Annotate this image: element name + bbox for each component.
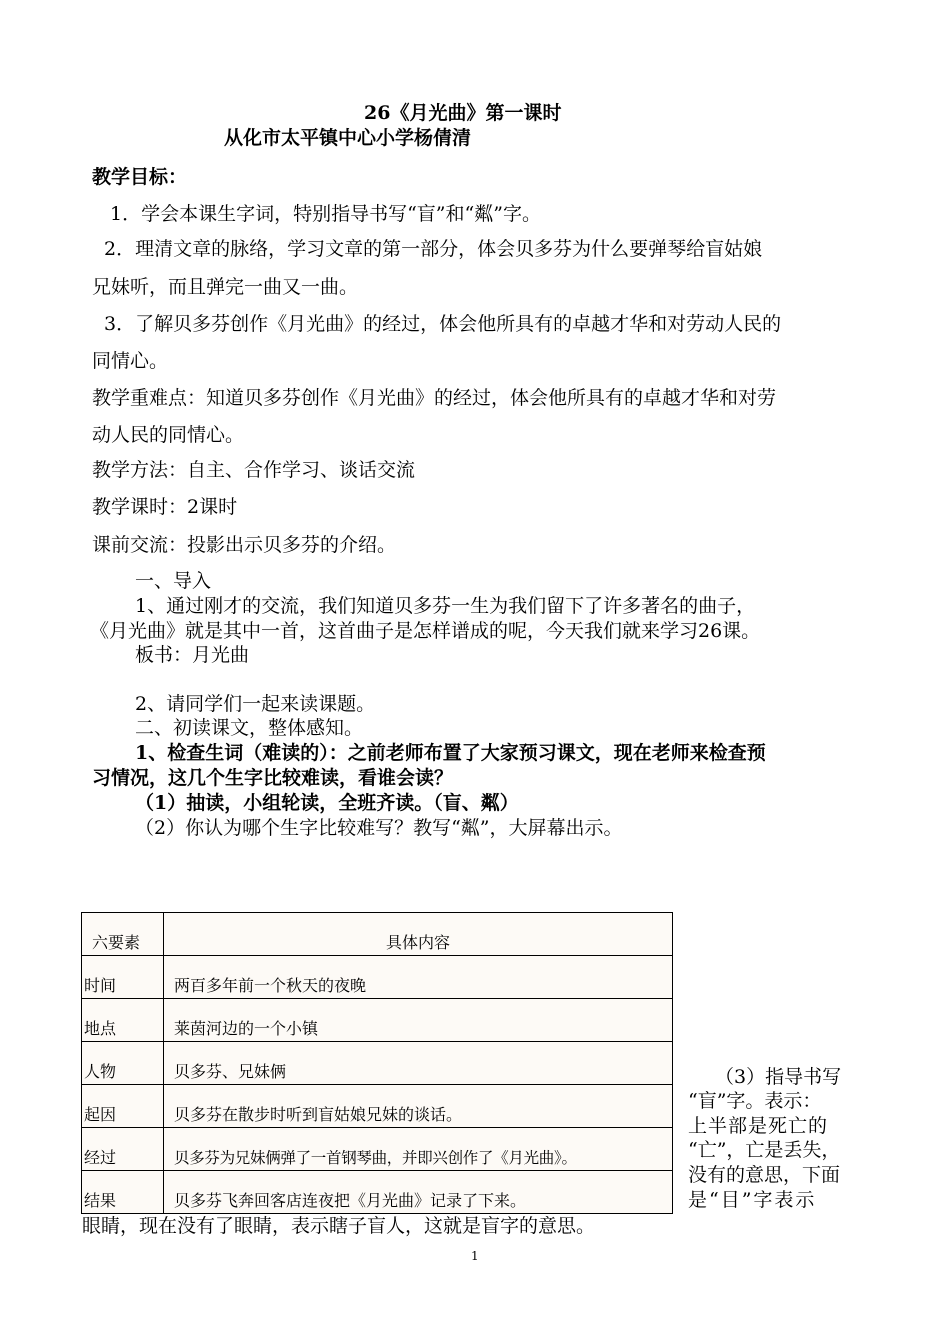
section-2-sub-2: （2）你认为哪个生字比较难写？教写“粼”，大屏幕出示。 [135, 817, 623, 839]
section-1-board: 板书：月光曲 [135, 644, 250, 666]
table-row [82, 1042, 673, 1085]
table-row [82, 1085, 673, 1128]
table-cell-key: 人物 [82, 1042, 164, 1085]
side-text-line-4: “亡”，亡是丢失， [688, 1139, 841, 1161]
side-text-line-1: （3）指导书写 [715, 1066, 842, 1088]
side-text-line-2: “盲”字。表示： [688, 1090, 822, 1112]
table-cell-value: 贝多芬飞奔回客店连夜把《月光曲》记录了下来。 [164, 1171, 673, 1214]
section-2-heading: 二、初读课文，整体感知。 [135, 717, 364, 739]
table-header-row [82, 913, 673, 956]
pre-class-exchange: 课前交流：投影出示贝多芬的介绍。 [92, 534, 397, 556]
table-cell-value: 贝多芬、兄妹俩 [164, 1042, 673, 1085]
table-row [82, 999, 673, 1042]
goal-1: 1．学会本课生字词，特别指导书写“盲”和“粼”字。 [110, 203, 541, 225]
table-cell-value: 莱茵河边的一个小镇 [164, 999, 673, 1042]
side-text-line-5: 没有的意思，下面 [688, 1164, 841, 1186]
goals-heading: 教学目标： [92, 166, 188, 188]
table-row [82, 1128, 673, 1171]
page-number: 1 [471, 1249, 479, 1263]
table-cell-key: 结果 [82, 1171, 164, 1214]
teaching-hours: 教学课时：2课时 [92, 496, 238, 518]
goal-2-line-2: 兄妹听，而且弹完一曲又一曲。 [92, 276, 359, 298]
after-table-line: 眼睛，现在没有了眼睛，表示瞎子盲人，这就是盲字的意思。 [82, 1215, 596, 1237]
table-header-cell: 六要素 [82, 913, 164, 956]
author-line: 从化市太平镇中心小学杨倩清 [224, 127, 472, 149]
section-2-para-1-line-1: 1、检查生词（难读的）：之前老师布置了大家预习课文，现在老师来检查预 [135, 742, 766, 764]
lesson-title: 26《月光曲》第一课时 [364, 102, 562, 124]
table-cell-value: 两百多年前一个秋天的夜晚 [164, 956, 673, 999]
goal-3-line-2: 同情心。 [92, 350, 169, 372]
section-1-heading: 一、导入 [135, 570, 212, 592]
section-2-para-1-line-2: 习情况，这几个生字比较难读，看谁会读？ [92, 767, 454, 789]
side-text-line-3: 上半部是死亡的 [688, 1115, 829, 1137]
key-points-line-1: 教学重难点：知道贝多芬创作《月光曲》的经过，体会他所具有的卓越才华和对劳 [92, 387, 777, 409]
table-cell-key: 地点 [82, 999, 164, 1042]
table-header-cell: 具体内容 [164, 913, 673, 956]
table-cell-value: 贝多芬为兄妹俩弹了一首钢琴曲，并即兴创作了《月光曲》。 [164, 1128, 673, 1171]
table-row [82, 1171, 673, 1214]
table-cell-key: 起因 [82, 1085, 164, 1128]
side-text-line-6: 是“目”字表示 [688, 1189, 817, 1211]
section-1-para-1-line-1: 1、通过刚才的交流，我们知道贝多芬一生为我们留下了许多著名的曲子， [135, 595, 756, 617]
table-cell-key: 经过 [82, 1128, 164, 1171]
table-cell-key: 时间 [82, 956, 164, 999]
six-elements-table [81, 912, 673, 1214]
section-1-para-1-line-2: 《月光曲》就是其中一首，这首曲子是怎样谱成的呢，今天我们就来学习26课。 [90, 620, 761, 642]
section-2-sub-1: （1）抽读，小组轮读，全班齐读。（盲、粼） [135, 792, 519, 814]
section-1-para-2: 2、请同学们一起来读课题。 [135, 693, 376, 715]
goal-3-line-1: 3．了解贝多芬创作《月光曲》的经过，体会他所具有的卓越才华和对劳动人民的 [104, 313, 782, 335]
goal-2-line-1: 2．理清文章的脉络，学习文章的第一部分，体会贝多芬为什么要弹琴给盲姑娘 [104, 238, 763, 260]
teaching-method: 教学方法：自主、合作学习、谈话交流 [92, 459, 416, 481]
table-row [82, 956, 673, 999]
table-cell-value: 贝多芬在散步时听到盲姑娘兄妹的谈话。 [164, 1085, 673, 1128]
key-points-line-2: 动人民的同情心。 [92, 424, 245, 446]
